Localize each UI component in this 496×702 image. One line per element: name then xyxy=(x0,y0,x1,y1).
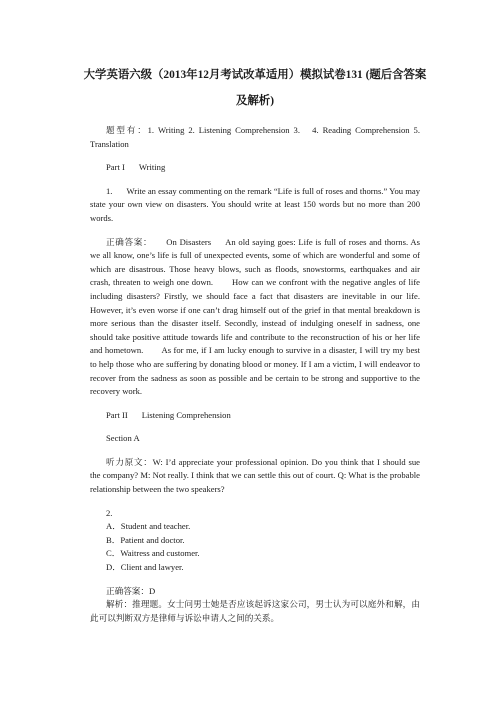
answer-2-label: 正确答案： xyxy=(106,585,149,596)
part2-label: Part II xyxy=(106,409,128,420)
answer-2-analysis: 解析：推理题。女士问男士她是否应该起诉这家公司，男士认为可以庭外和解，由此可以判断双方是律师与诉讼申请人之间的关系。 xyxy=(90,599,420,623)
document-page xyxy=(83,62,427,635)
part2-name: Listening Comprehension xyxy=(141,409,231,420)
answer-2-value: D xyxy=(148,585,156,596)
answer-1-label: 正确答案： xyxy=(106,236,153,247)
answer-1-title: On Disasters xyxy=(166,236,212,247)
option-b: B．Patient and doctor. xyxy=(106,534,185,545)
option-d: D．Client and lawyer. xyxy=(106,562,184,573)
option-a: A．Student and teacher. xyxy=(106,521,191,532)
document-title: 大学英语六级（2013年12月考试改革适用）模拟试卷131 (题后含答案及解析) xyxy=(83,69,427,107)
option-c: C．Waitress and customer. xyxy=(106,548,200,559)
answer-1 xyxy=(90,236,420,399)
question-1-prompt: Write an essay commenting on the remark “Life is full of roses and thorns.” You may state your own view on disasters. You should write at least 150 words but no more than 200 words. xyxy=(90,185,420,223)
part2-heading xyxy=(90,409,420,423)
answer-1-text: An old saying goes: Life is full of roses and thorns. As we all know, one’s life is full of unexpected events, some of which are wonderful and some of which are disastrous. Those heavy blows, such as floods, snowstorms, earthquakes and air crash, threaten to weigh one down. How can we confront with the negative angles of life including disasters? Firstly, we should face a fact that disasters are inevitable in our life. However, it’s even worse if one can’t drag himself out of the grief in that mental breakdown is more serious than the disaster itself. Secondly, instead of indulging oneself in sadness, one should take positive attitude towards life and contribute to the reconstruction of his or her life and hometown. As for me, if I am lucky enough to survive in a disaster, I will try my best to help those who are suffering by donating blood or money. If I am a victim, I will endeavor to recover from the sadness as soon as possible and be certain to be strong and supportive to the recovery work. xyxy=(90,236,420,397)
question-1-number: 1. xyxy=(106,185,113,196)
question-2-number: 2. xyxy=(106,507,113,518)
part1-heading xyxy=(90,161,420,175)
part1-label: Part I xyxy=(106,162,125,173)
section-a-heading: Section A xyxy=(106,433,140,444)
question-2 xyxy=(90,507,420,575)
question-1 xyxy=(90,185,420,226)
question-types: 题型有：1. Writing 2. Listening Comprehension 3. 4. Reading Comprehension 5. Translation xyxy=(90,125,420,149)
transcript: 听力原文：W: I’d appreciate your professional opinion. Do you think that I should sue the company? M: Not really. I think that we can settle this out of court. Q: What is the probable relationship between the two speakers? xyxy=(90,456,420,495)
answer-2 xyxy=(90,585,420,599)
part1-name: Writing xyxy=(138,162,166,173)
